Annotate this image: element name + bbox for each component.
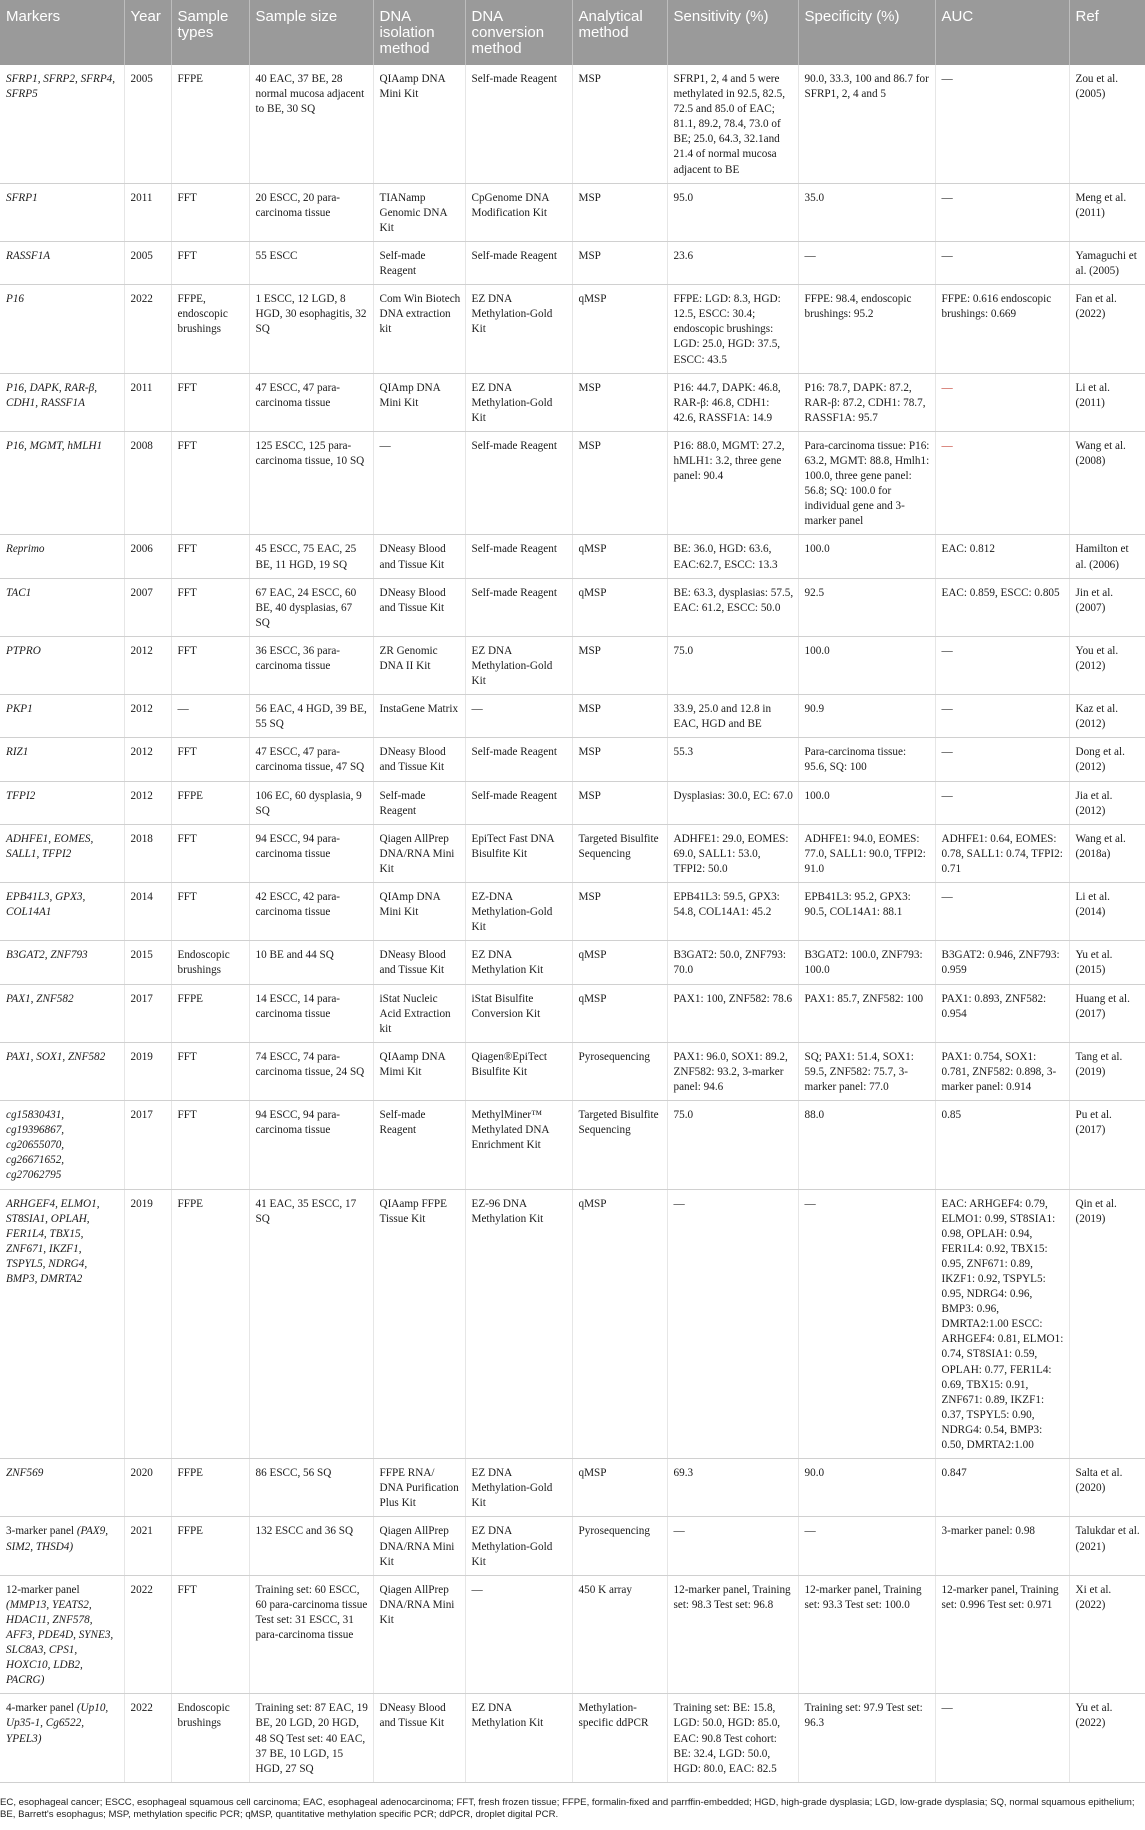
conversion-method-cell: Self-made Reagent <box>465 535 572 578</box>
analytical-method-cell: qMSP <box>572 1189 667 1459</box>
table-row <box>0 1575 1145 1694</box>
table-row <box>0 1517 1145 1575</box>
table-row <box>0 65 1145 183</box>
sensitivity-cell: 55.3 <box>667 738 798 781</box>
analytical-method-cell: Targeted Bisulfite Sequencing <box>572 1101 667 1189</box>
conversion-method-cell: — <box>465 695 572 738</box>
isolation-method-cell: iStat Nucleic Acid Extraction kit <box>373 984 465 1042</box>
year-cell: 2018 <box>124 824 171 882</box>
specificity-cell: 100.0 <box>798 781 935 824</box>
column-header: DNA isolation method <box>373 0 465 65</box>
table-row <box>0 1042 1145 1100</box>
sample-types-cell: FFT <box>171 578 249 636</box>
sensitivity-cell: EPB41L3: 59.5, GPX3: 54.8, COL14A1: 45.2 <box>667 883 798 941</box>
analytical-method-cell: qMSP <box>572 984 667 1042</box>
analytical-method-cell: MSP <box>572 738 667 781</box>
ref-cell: Li et al. (2011) <box>1069 373 1145 431</box>
sample-size-cell: 86 ESCC, 56 SQ <box>249 1459 373 1517</box>
specificity-cell: — <box>798 241 935 284</box>
isolation-method-cell: DNeasy Blood and Tissue Kit <box>373 535 465 578</box>
sample-size-cell: 1 ESCC, 12 LGD, 8 HGD, 30 esophagitis, 32 SQ <box>249 285 373 373</box>
auc-cell: PAX1: 0.754, SOX1: 0.781, ZNF582: 0.898, 3-marker panel: 0.914 <box>935 1042 1069 1100</box>
isolation-method-cell: Self-made Reagent <box>373 781 465 824</box>
specificity-cell: EPB41L3: 95.2, GPX3: 90.5, COL14A1: 88.1 <box>798 883 935 941</box>
auc-cell: — <box>935 695 1069 738</box>
table-row <box>0 984 1145 1042</box>
column-header: AUC <box>935 0 1069 65</box>
sample-size-cell: 36 ESCC, 36 para-carcinoma tissue <box>249 636 373 694</box>
conversion-method-cell: EZ DNA Methylation Kit <box>465 941 572 984</box>
markers-cell: P16, MGMT, hMLH1 <box>0 431 124 535</box>
panel-genes: (PAX9, SIM2, THSD4) <box>6 1525 109 1553</box>
sample-types-cell: Endoscopic brushings <box>171 941 249 984</box>
sample-types-cell: FFT <box>171 535 249 578</box>
isolation-method-cell: Self-made Reagent <box>373 1101 465 1189</box>
markers-cell: SFRP1, SFRP2, SFRP4, SFRP5 <box>0 65 124 183</box>
markers-cell: PAX1, SOX1, ZNF582 <box>0 1042 124 1100</box>
year-cell: 2012 <box>124 636 171 694</box>
sensitivity-cell: 69.3 <box>667 1459 798 1517</box>
isolation-method-cell: QIAamp FFPE Tissue Kit <box>373 1189 465 1459</box>
analytical-method-cell: qMSP <box>572 941 667 984</box>
sample-types-cell: FFT <box>171 738 249 781</box>
column-header: Sample size <box>249 0 373 65</box>
specificity-cell: FFPE: 98.4, endoscopic brushings: 95.2 <box>798 285 935 373</box>
sample-size-cell: 94 ESCC, 94 para-carcinoma tissue <box>249 824 373 882</box>
column-header: Specificity (%) <box>798 0 935 65</box>
markers-cell: PKP1 <box>0 695 124 738</box>
ref-cell: Hamilton et al. (2006) <box>1069 535 1145 578</box>
isolation-method-cell: Qiagen AllPrep DNA/RNA Mini Kit <box>373 1517 465 1575</box>
sensitivity-cell: PAX1: 100, ZNF582: 78.6 <box>667 984 798 1042</box>
markers-cell: TAC1 <box>0 578 124 636</box>
sample-size-cell: 40 EAC, 37 BE, 28 normal mucosa adjacent to BE, 30 SQ <box>249 65 373 183</box>
specificity-cell: SQ; PAX1: 51.4, SOX1: 59.5, ZNF582: 75.7, 3-marker panel: 77.0 <box>798 1042 935 1100</box>
ref-cell: Jin et al. (2007) <box>1069 578 1145 636</box>
auc-cell: ADHFE1: 0.64, EOMES: 0.78, SALL1: 0.74, TFPI2: 0.71 <box>935 824 1069 882</box>
ref-cell: Wang et al. (2018a) <box>1069 824 1145 882</box>
ref-cell: Tang et al. (2019) <box>1069 1042 1145 1100</box>
sample-types-cell: FFT <box>171 1042 249 1100</box>
specificity-cell: — <box>798 1517 935 1575</box>
sensitivity-cell: 12-marker panel, Training set: 98.3 Test set: 96.8 <box>667 1575 798 1694</box>
specificity-cell: 90.0, 33.3, 100 and 86.7 for SFRP1, 2, 4 and 5 <box>798 65 935 183</box>
specificity-cell: 100.0 <box>798 636 935 694</box>
isolation-method-cell: ZR Genomic DNA II Kit <box>373 636 465 694</box>
analytical-method-cell: MSP <box>572 431 667 535</box>
table-row <box>0 183 1145 241</box>
auc-cell: — <box>935 65 1069 183</box>
markers-cell: cg15830431, cg19396867, cg20655070, cg26671652, cg27062795 <box>0 1101 124 1189</box>
panel-genes: (Up10, Up35-1, Cg6522, YPEL3) <box>6 1702 109 1745</box>
sensitivity-cell: Dysplasias: 30.0, EC: 67.0 <box>667 781 798 824</box>
specificity-cell: 92.5 <box>798 578 935 636</box>
sensitivity-cell: P16: 88.0, MGMT: 27.2, hMLH1: 3.2, three gene panel: 90.4 <box>667 431 798 535</box>
markers-cell: Reprimo <box>0 535 124 578</box>
ref-cell: Salta et al. (2020) <box>1069 1459 1145 1517</box>
conversion-method-cell: EZ DNA Methylation-Gold Kit <box>465 285 572 373</box>
sensitivity-cell: BE: 36.0, HGD: 63.6, EAC:62.7, ESCC: 13.3 <box>667 535 798 578</box>
auc-cell: EAC: ARHGEF4: 0.79, ELMO1: 0.99, ST8SIA1: 0.98, OPLAH: 0.94, FER1L4: 0.92, TBX15: 0.95, ZNF671: 0.89, IKZF1: 0.92, TSPYL5: 0.95, NDRG4: 0.96, BMP3: 0.96, DMRTA2:1.00 ESCC: ARHGEF4: 0.81, ELMO1: 0.74, ST8SIA1: 0.59, OPLAH: 0.77, FER1L4: 0.69, TBX15: 0.91, ZNF671: 0.89, IKZF1: 0.37, TSPYL5: 0.90, NDRG4: 0.54, BMP3: 0.50, DMRTA2:1.00 <box>935 1189 1069 1459</box>
specificity-cell: 35.0 <box>798 183 935 241</box>
specificity-cell: 100.0 <box>798 535 935 578</box>
markers-cell <box>0 1575 124 1694</box>
markers-cell <box>0 1694 124 1782</box>
markers-cell: PAX1, ZNF582 <box>0 984 124 1042</box>
sensitivity-cell: Training set: BE: 15.8, LGD: 50.0, HGD: 85.0, EAC: 90.8 Test cohort: BE: 32.4, LGD: 50.0, HGD: 80.0, EAC: 82.5 <box>667 1694 798 1782</box>
ref-cell: Dong et al. (2012) <box>1069 738 1145 781</box>
isolation-method-cell: Self-made Reagent <box>373 241 465 284</box>
auc-cell: — <box>935 1694 1069 1782</box>
isolation-method-cell: TIANamp Genomic DNA Kit <box>373 183 465 241</box>
auc-cell: B3GAT2: 0.946, ZNF793: 0.959 <box>935 941 1069 984</box>
table-row <box>0 941 1145 984</box>
sample-types-cell: — <box>171 695 249 738</box>
sensitivity-cell: 95.0 <box>667 183 798 241</box>
year-cell: 2022 <box>124 1575 171 1694</box>
sensitivity-cell: 75.0 <box>667 636 798 694</box>
markers-cell: ZNF569 <box>0 1459 124 1517</box>
sample-size-cell: 132 ESCC and 36 SQ <box>249 1517 373 1575</box>
table-row <box>0 578 1145 636</box>
table-row <box>0 636 1145 694</box>
year-cell: 2020 <box>124 1459 171 1517</box>
sample-size-cell: 94 ESCC, 94 para-carcinoma tissue <box>249 1101 373 1189</box>
analytical-method-cell: qMSP <box>572 1459 667 1517</box>
ref-cell: You et al. (2012) <box>1069 636 1145 694</box>
table-header-row <box>0 0 1145 65</box>
markers-cell: P16 <box>0 285 124 373</box>
sample-size-cell: 20 ESCC, 20 para-carcinoma tissue <box>249 183 373 241</box>
sensitivity-cell: BE: 63.3, dysplasias: 57.5, EAC: 61.2, ESCC: 50.0 <box>667 578 798 636</box>
table-row <box>0 1459 1145 1517</box>
specificity-cell: 90.9 <box>798 695 935 738</box>
sample-types-cell: FFT <box>171 431 249 535</box>
specificity-cell: — <box>798 1189 935 1459</box>
analytical-method-cell: Methylation-specific ddPCR <box>572 1694 667 1782</box>
auc-cell: — <box>935 183 1069 241</box>
ref-cell: Yu et al. (2022) <box>1069 1694 1145 1782</box>
ref-cell: Zou et al. (2005) <box>1069 65 1145 183</box>
sample-types-cell: FFT <box>171 1101 249 1189</box>
isolation-method-cell: Qiagen AllPrep DNA/RNA Mini Kit <box>373 824 465 882</box>
markers-cell: B3GAT2, ZNF793 <box>0 941 124 984</box>
specificity-cell: 12-marker panel, Training set: 93.3 Test set: 100.0 <box>798 1575 935 1694</box>
markers-cell: ADHFE1, EOMES, SALL1, TFPI2 <box>0 824 124 882</box>
table-row <box>0 781 1145 824</box>
conversion-method-cell: — <box>465 1575 572 1694</box>
year-cell: 2012 <box>124 781 171 824</box>
conversion-method-cell: Self-made Reagent <box>465 781 572 824</box>
year-cell: 2017 <box>124 1101 171 1189</box>
year-cell: 2017 <box>124 984 171 1042</box>
isolation-method-cell: QIAmp DNA Mini Kit <box>373 883 465 941</box>
analytical-method-cell: MSP <box>572 183 667 241</box>
conversion-method-cell: EZ DNA Methylation-Gold Kit <box>465 1517 572 1575</box>
year-cell: 2008 <box>124 431 171 535</box>
column-header: Analytical method <box>572 0 667 65</box>
analytical-method-cell: MSP <box>572 781 667 824</box>
ref-cell: Meng et al. (2011) <box>1069 183 1145 241</box>
sensitivity-cell: 23.6 <box>667 241 798 284</box>
year-cell: 2011 <box>124 373 171 431</box>
sensitivity-cell: — <box>667 1189 798 1459</box>
sample-size-cell: 47 ESCC, 47 para-carcinoma tissue, 47 SQ <box>249 738 373 781</box>
table-row <box>0 1101 1145 1189</box>
analytical-method-cell: Pyrosequencing <box>572 1517 667 1575</box>
specificity-cell: B3GAT2: 100.0, ZNF793: 100.0 <box>798 941 935 984</box>
column-header: Ref <box>1069 0 1145 65</box>
conversion-method-cell: Self-made Reagent <box>465 738 572 781</box>
conversion-method-cell: CpGenome DNA Modification Kit <box>465 183 572 241</box>
analytical-method-cell: MSP <box>572 636 667 694</box>
auc-cell: 12-marker panel, Training set: 0.996 Test set: 0.971 <box>935 1575 1069 1694</box>
ref-cell: Yamaguchi et al. (2005) <box>1069 241 1145 284</box>
sample-types-cell: Endoscopic brushings <box>171 1694 249 1782</box>
table-row <box>0 1694 1145 1782</box>
table-row <box>0 695 1145 738</box>
table-row <box>0 431 1145 535</box>
isolation-method-cell: FFPE RNA/ DNA Purification Plus Kit <box>373 1459 465 1517</box>
year-cell: 2019 <box>124 1189 171 1459</box>
sensitivity-cell: 33.9, 25.0 and 12.8 in EAC, HGD and BE <box>667 695 798 738</box>
sample-size-cell: 55 ESCC <box>249 241 373 284</box>
ref-cell: Yu et al. (2015) <box>1069 941 1145 984</box>
sample-types-cell: FFPE <box>171 781 249 824</box>
sample-size-cell: 14 ESCC, 14 para-carcinoma tissue <box>249 984 373 1042</box>
conversion-method-cell: EZ-DNA Methylation-Gold Kit <box>465 883 572 941</box>
sample-types-cell: FFPE <box>171 1517 249 1575</box>
analytical-method-cell: MSP <box>572 883 667 941</box>
year-cell: 2019 <box>124 1042 171 1100</box>
auc-cell: 3-marker panel: 0.98 <box>935 1517 1069 1575</box>
isolation-method-cell: QIAamp DNA Mimi Kit <box>373 1042 465 1100</box>
year-cell: 2015 <box>124 941 171 984</box>
sample-size-cell: 42 ESCC, 42 para-carcinoma tissue <box>249 883 373 941</box>
conversion-method-cell: EZ DNA Methylation-Gold Kit <box>465 1459 572 1517</box>
year-cell: 2022 <box>124 285 171 373</box>
year-cell: 2005 <box>124 241 171 284</box>
markers-cell: EPB41L3, GPX3, COL14A1 <box>0 883 124 941</box>
sample-size-cell: 47 ESCC, 47 para-carcinoma tissue <box>249 373 373 431</box>
auc-cell: — <box>935 636 1069 694</box>
sample-types-cell: FFPE <box>171 984 249 1042</box>
ref-cell: Wang et al. (2008) <box>1069 431 1145 535</box>
specificity-cell: P16: 78.7, DAPK: 87.2, RAR-β: 87.2, CDH1: 78.7, RASSF1A: 95.7 <box>798 373 935 431</box>
specificity-cell: 88.0 <box>798 1101 935 1189</box>
auc-cell: — <box>935 781 1069 824</box>
sample-types-cell: FFPE <box>171 1459 249 1517</box>
sample-types-cell: FFT <box>171 1575 249 1694</box>
analytical-method-cell: 450 K array <box>572 1575 667 1694</box>
analytical-method-cell: qMSP <box>572 285 667 373</box>
analytical-method-cell: Targeted Bisulfite Sequencing <box>572 824 667 882</box>
table-body <box>0 65 1145 1782</box>
table-row <box>0 535 1145 578</box>
isolation-method-cell: DNeasy Blood and Tissue Kit <box>373 1694 465 1782</box>
sensitivity-cell: SFRP1, 2, 4 and 5 were methylated in 92.5, 82.5, 72.5 and 85.0 of EAC; 81.1, 89.2, 78.4, 73.0 of BE; 25.0, 64.3, 32.1and 21.4 of normal mucosa adjacent to BE <box>667 65 798 183</box>
year-cell: 2005 <box>124 65 171 183</box>
markers-cell: PTPRO <box>0 636 124 694</box>
auc-cell: — <box>935 431 1069 535</box>
conversion-method-cell: EZ DNA Methylation Kit <box>465 1694 572 1782</box>
auc-cell: EAC: 0.859, ESCC: 0.805 <box>935 578 1069 636</box>
sample-size-cell: Training set: 60 ESCC, 60 para-carcinoma tissue Test set: 31 ESCC, 31 para-carcinoma tissue <box>249 1575 373 1694</box>
sample-size-cell: 125 ESCC, 125 para-carcinoma tissue, 10 SQ <box>249 431 373 535</box>
markers-cell: RASSF1A <box>0 241 124 284</box>
sensitivity-cell: P16: 44.7, DAPK: 46.8, RAR-β: 46.8, CDH1: 42.6, RASSF1A: 14.9 <box>667 373 798 431</box>
isolation-method-cell: DNeasy Blood and Tissue Kit <box>373 941 465 984</box>
column-header: Sensitivity (%) <box>667 0 798 65</box>
conversion-method-cell: Self-made Reagent <box>465 431 572 535</box>
sensitivity-cell: PAX1: 96.0, SOX1: 89.2, ZNF582: 93.2, 3-marker panel: 94.6 <box>667 1042 798 1100</box>
year-cell: 2022 <box>124 1694 171 1782</box>
year-cell: 2006 <box>124 535 171 578</box>
sample-size-cell: 56 EAC, 4 HGD, 39 BE, 55 SQ <box>249 695 373 738</box>
auc-cell: — <box>935 373 1069 431</box>
year-cell: 2012 <box>124 695 171 738</box>
year-cell: 2014 <box>124 883 171 941</box>
panel-label: 12-marker panel <box>6 1583 80 1596</box>
panel-genes: (MMP13, YEATS2, HDAC11, ZNF578, AFF3, PDE4D, SYNE3, SLC8A3, CPS1, HOXC10, LDB2, PACRG) <box>6 1598 114 1687</box>
ref-cell: Fan et al. (2022) <box>1069 285 1145 373</box>
specificity-cell: PAX1: 85.7, ZNF582: 100 <box>798 984 935 1042</box>
sample-size-cell: Training set: 87 EAC, 19 BE, 20 LGD, 20 HGD, 48 SQ Test set: 40 EAC, 37 BE, 10 LGD, 15 HGD, 27 SQ <box>249 1694 373 1782</box>
sample-size-cell: 10 BE and 44 SQ <box>249 941 373 984</box>
table-row <box>0 241 1145 284</box>
auc-cell: 0.847 <box>935 1459 1069 1517</box>
panel-label: 4-marker panel <box>6 1702 75 1715</box>
auc-cell: PAX1: 0.893, ZNF582: 0.954 <box>935 984 1069 1042</box>
year-cell: 2007 <box>124 578 171 636</box>
auc-cell: 0.85 <box>935 1101 1069 1189</box>
table-row <box>0 285 1145 373</box>
analytical-method-cell: MSP <box>572 241 667 284</box>
conversion-method-cell: EZ DNA Methylation-Gold Kit <box>465 636 572 694</box>
sensitivity-cell: 75.0 <box>667 1101 798 1189</box>
isolation-method-cell: Qiagen AllPrep DNA/RNA Mini Kit <box>373 1575 465 1694</box>
conversion-method-cell: iStat Bisulfite Conversion Kit <box>465 984 572 1042</box>
table-row <box>0 883 1145 941</box>
analytical-method-cell: qMSP <box>572 578 667 636</box>
sensitivity-cell: ADHFE1: 29.0, EOMES: 69.0, SALL1: 53.0, TFPI2: 50.0 <box>667 824 798 882</box>
sample-size-cell: 106 EC, 60 dysplasia, 9 SQ <box>249 781 373 824</box>
column-header: Markers <box>0 0 124 65</box>
sample-types-cell: FFT <box>171 373 249 431</box>
panel-label: 3-marker panel <box>6 1525 75 1538</box>
table-row <box>0 1189 1145 1459</box>
analytical-method-cell: MSP <box>572 373 667 431</box>
sample-types-cell: FFT <box>171 241 249 284</box>
sample-types-cell: FFPE <box>171 65 249 183</box>
sample-types-cell: FFPE <box>171 1189 249 1459</box>
conversion-method-cell: EpiTect Fast DNA Bisulfite Kit <box>465 824 572 882</box>
ref-cell: Li et al. (2014) <box>1069 883 1145 941</box>
auc-cell: — <box>935 883 1069 941</box>
markers-cell: RIZ1 <box>0 738 124 781</box>
auc-cell: — <box>935 241 1069 284</box>
year-cell: 2012 <box>124 738 171 781</box>
sensitivity-cell: B3GAT2: 50.0, ZNF793: 70.0 <box>667 941 798 984</box>
ref-cell: Kaz et al. (2012) <box>1069 695 1145 738</box>
sample-size-cell: 67 EAC, 24 ESCC, 60 BE, 40 dysplasias, 67 SQ <box>249 578 373 636</box>
isolation-method-cell: Com Win Biotech DNA extraction kit <box>373 285 465 373</box>
analytical-method-cell: MSP <box>572 695 667 738</box>
year-cell: 2021 <box>124 1517 171 1575</box>
analytical-method-cell: Pyrosequencing <box>572 1042 667 1100</box>
column-header: Year <box>124 0 171 65</box>
isolation-method-cell: DNeasy Blood and Tissue Kit <box>373 738 465 781</box>
conversion-method-cell: Self-made Reagent <box>465 241 572 284</box>
sample-types-cell: FFT <box>171 883 249 941</box>
ref-cell: Pu et al. (2017) <box>1069 1101 1145 1189</box>
markers-cell: P16, DAPK, RAR-β, CDH1, RASSF1A <box>0 373 124 431</box>
conversion-method-cell: MethylMiner™ Methylated DNA Enrichment Kit <box>465 1101 572 1189</box>
conversion-method-cell: EZ-96 DNA Methylation Kit <box>465 1189 572 1459</box>
conversion-method-cell: Self-made Reagent <box>465 578 572 636</box>
sample-types-cell: FFT <box>171 636 249 694</box>
isolation-method-cell: QIAamp DNA Mini Kit <box>373 65 465 183</box>
year-cell: 2011 <box>124 183 171 241</box>
auc-cell: EAC: 0.812 <box>935 535 1069 578</box>
sample-types-cell: FFT <box>171 824 249 882</box>
table-row <box>0 373 1145 431</box>
conversion-method-cell: Self-made Reagent <box>465 65 572 183</box>
table-footnote: EC, esophageal cancer; ESCC, esophageal squamous cell carcinoma; EAC, esophageal adenocarcinoma; FFT, fresh frozen tissue; FFPE, formalin-fixed and parrffin-embedded; HGD, high-grade dysplasia; LGD, low-grade dysplasia; SQ, normal squamous epithelium; BE, Barrett's esophagus; MSP, methylation specific PCR; qMSP, quantitative methylation specific PCR; ddPCR, droplet digital PCR. <box>0 1797 1135 1821</box>
table-row <box>0 738 1145 781</box>
sensitivity-cell: FFPE: LGD: 8.3, HGD: 12.5, ESCC: 30.4; endoscopic brushings: LGD: 25.0, HGD: 37.5, ESCC: 43.5 <box>667 285 798 373</box>
sample-types-cell: FFPE, endoscopic brushings <box>171 285 249 373</box>
sensitivity-cell: — <box>667 1517 798 1575</box>
isolation-method-cell: InstaGene Matrix <box>373 695 465 738</box>
isolation-method-cell: DNeasy Blood and Tissue Kit <box>373 578 465 636</box>
column-header: DNA conversion method <box>465 0 572 65</box>
ref-cell: Qin et al. (2019) <box>1069 1189 1145 1459</box>
conversion-method-cell: EZ DNA Methylation-Gold Kit <box>465 373 572 431</box>
ref-cell: Xi et al. (2022) <box>1069 1575 1145 1694</box>
table-row <box>0 824 1145 882</box>
auc-cell: FFPE: 0.616 endoscopic brushings: 0.669 <box>935 285 1069 373</box>
markers-cell: ARHGEF4, ELMO1, ST8SIA1, OPLAH, FER1L4, TBX15, ZNF671, IKZF1, TSPYL5, NDRG4, BMP3, DMRTA2 <box>0 1189 124 1459</box>
specificity-cell: 90.0 <box>798 1459 935 1517</box>
sample-size-cell: 41 EAC, 35 ESCC, 17 SQ <box>249 1189 373 1459</box>
markers-cell: TFPI2 <box>0 781 124 824</box>
ref-cell: Jia et al. (2012) <box>1069 781 1145 824</box>
conversion-method-cell: Qiagen®EpiTect Bisulfite Kit <box>465 1042 572 1100</box>
specificity-cell: Training set: 97.9 Test set: 96.3 <box>798 1694 935 1782</box>
auc-cell: — <box>935 738 1069 781</box>
isolation-method-cell: QIAmp DNA Mini Kit <box>373 373 465 431</box>
sample-size-cell: 45 ESCC, 75 EAC, 25 BE, 11 HGD, 19 SQ <box>249 535 373 578</box>
isolation-method-cell: — <box>373 431 465 535</box>
ref-cell: Huang et al. (2017) <box>1069 984 1145 1042</box>
specificity-cell: Para-carcinoma tissue: P16: 63.2, MGMT: 88.8, Hmlh1: 100.0, three gene panel: 56.8; SQ: 100.0 for individual gene and 3-marker panel <box>798 431 935 535</box>
markers-cell: SFRP1 <box>0 183 124 241</box>
specificity-cell: ADHFE1: 94.0, EOMES: 77.0, SALL1: 90.0, TFPI2: 91.0 <box>798 824 935 882</box>
specificity-cell: Para-carcinoma tissue: 95.6, SQ: 100 <box>798 738 935 781</box>
sample-size-cell: 74 ESCC, 74 para-carcinoma tissue, 24 SQ <box>249 1042 373 1100</box>
markers-cell <box>0 1517 124 1575</box>
ref-cell: Talukdar et al. (2021) <box>1069 1517 1145 1575</box>
analytical-method-cell: qMSP <box>572 535 667 578</box>
sample-types-cell: FFT <box>171 183 249 241</box>
column-header: Sample types <box>171 0 249 65</box>
analytical-method-cell: MSP <box>572 65 667 183</box>
